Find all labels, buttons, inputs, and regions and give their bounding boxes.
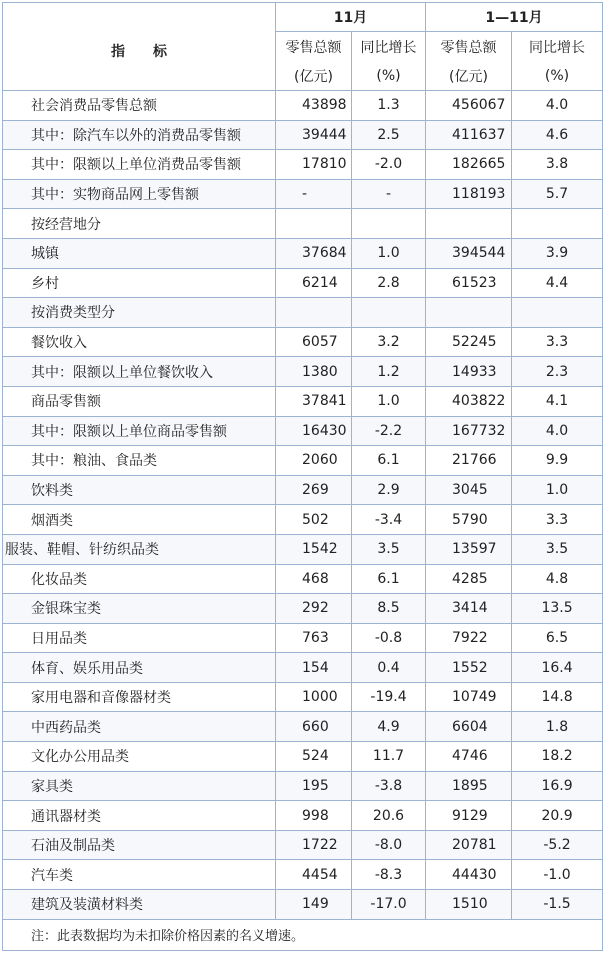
nov-yoy-cell: 2.5 — [352, 120, 426, 150]
nov-yoy-cell: 3.5 — [352, 534, 426, 564]
ytd-yoy-cell: -1.0 — [512, 860, 603, 890]
nov-yoy-cell: -2.0 — [352, 150, 426, 180]
nov-yoy-cell: 2.9 — [352, 475, 426, 505]
table-row — [3, 268, 603, 298]
retail-sales-table-container — [2, 2, 602, 951]
row-label: 家具类 — [3, 771, 276, 801]
ytd-yoy-cell: 4.0 — [512, 416, 603, 446]
table-row — [3, 150, 603, 180]
note-row — [3, 919, 603, 950]
ytd-sales-cell: 167732 — [426, 416, 512, 446]
table-row — [3, 534, 603, 564]
nov-yoy-cell: 1.2 — [352, 357, 426, 387]
nov-sales-unit: (亿元) — [276, 61, 352, 91]
period-ytd-header: 1—11月 — [426, 3, 603, 32]
ytd-yoy-cell: 16.9 — [512, 771, 603, 801]
ytd-sales-cell: 13597 — [426, 534, 512, 564]
row-label: 其中：实物商品网上零售额 — [3, 179, 276, 209]
table-row — [3, 653, 603, 683]
ytd-sales-cell: 394544 — [426, 238, 512, 268]
table-row — [3, 179, 603, 209]
nov-sales-cell: 154 — [276, 653, 352, 683]
ytd-sales-cell: 9129 — [426, 801, 512, 831]
row-label: 商品零售额 — [3, 386, 276, 416]
ytd-sales-unit: (亿元) — [426, 61, 512, 91]
nov-sales-cell: 998 — [276, 801, 352, 831]
table-row — [3, 771, 603, 801]
nov-yoy-cell: 11.7 — [352, 742, 426, 772]
nov-yoy-cell: -17.0 — [352, 890, 426, 920]
nov-yoy-cell: -2.2 — [352, 416, 426, 446]
table-row — [3, 91, 603, 121]
table-note: 注：此表数据均为未扣除价格因素的名义增速。 — [3, 919, 603, 950]
nov-yoy-cell: 3.2 — [352, 327, 426, 357]
row-label: 其中：限额以上单位餐饮收入 — [3, 357, 276, 387]
ytd-sales-cell: 1510 — [426, 890, 512, 920]
ytd-sales-cell: 7922 — [426, 623, 512, 653]
row-label: 体育、娱乐用品类 — [3, 653, 276, 683]
nov-sales-cell: 292 — [276, 594, 352, 624]
nov-sales-cell: 2060 — [276, 446, 352, 476]
table-row — [3, 475, 603, 505]
nov-sales-cell: 1000 — [276, 682, 352, 712]
period-november-header: 11月 — [276, 3, 426, 32]
nov-sales-cell: 4454 — [276, 860, 352, 890]
nov-yoy-cell: 8.5 — [352, 594, 426, 624]
nov-sales-cell: 195 — [276, 771, 352, 801]
header-row-periods — [3, 3, 603, 32]
row-label: 乡村 — [3, 268, 276, 298]
nov-sales-cell: 39444 — [276, 120, 352, 150]
ytd-yoy-cell: 4.6 — [512, 120, 603, 150]
ytd-yoy-cell: -1.5 — [512, 890, 603, 920]
nov-yoy-cell: 4.9 — [352, 712, 426, 742]
ytd-sales-cell: 4285 — [426, 564, 512, 594]
ytd-yoy-cell: 9.9 — [512, 446, 603, 476]
nov-sales-cell — [276, 209, 352, 239]
ytd-sales-cell: 3045 — [426, 475, 512, 505]
table-row — [3, 505, 603, 535]
ytd-sales-header: 零售总额 — [426, 32, 512, 62]
ytd-yoy-cell: 18.2 — [512, 742, 603, 772]
nov-yoy-unit: (%) — [352, 61, 426, 91]
nov-yoy-cell: -0.8 — [352, 623, 426, 653]
table-row — [3, 594, 603, 624]
row-label: 金银珠宝类 — [3, 594, 276, 624]
ytd-yoy-cell: 3.5 — [512, 534, 603, 564]
table-row — [3, 446, 603, 476]
nov-yoy-cell: -8.3 — [352, 860, 426, 890]
ytd-sales-cell: 52245 — [426, 327, 512, 357]
row-label: 家用电器和音像器材类 — [3, 682, 276, 712]
nov-yoy-cell: 2.8 — [352, 268, 426, 298]
ytd-sales-cell — [426, 298, 512, 328]
ytd-yoy-cell: 3.8 — [512, 150, 603, 180]
ytd-yoy-cell — [512, 298, 603, 328]
nov-yoy-cell — [352, 209, 426, 239]
retail-sales-table — [2, 2, 603, 951]
ytd-yoy-cell: 16.4 — [512, 653, 603, 683]
row-label: 其中：限额以上单位商品零售额 — [3, 416, 276, 446]
table-row — [3, 860, 603, 890]
nov-sales-cell: 6214 — [276, 268, 352, 298]
nov-yoy-cell: 1.3 — [352, 91, 426, 121]
ytd-sales-cell: 10749 — [426, 682, 512, 712]
row-label: 其中：限额以上单位消费品零售额 — [3, 150, 276, 180]
ytd-yoy-cell: 5.7 — [512, 179, 603, 209]
ytd-yoy-cell: 3.9 — [512, 238, 603, 268]
row-label: 建筑及装潢材料类 — [3, 890, 276, 920]
ytd-yoy-cell: 4.4 — [512, 268, 603, 298]
ytd-sales-cell: 1552 — [426, 653, 512, 683]
row-label: 通讯器材类 — [3, 801, 276, 831]
nov-sales-cell: 468 — [276, 564, 352, 594]
ytd-sales-cell: 61523 — [426, 268, 512, 298]
nov-yoy-cell: - — [352, 179, 426, 209]
nov-sales-cell — [276, 298, 352, 328]
nov-sales-cell: - — [276, 179, 352, 209]
row-label: 其中：除汽车以外的消费品零售额 — [3, 120, 276, 150]
row-label: 其中：粮油、食品类 — [3, 446, 276, 476]
ytd-yoy-cell: 20.9 — [512, 801, 603, 831]
nov-sales-cell: 37684 — [276, 238, 352, 268]
table-body — [3, 91, 603, 920]
nov-sales-cell: 763 — [276, 623, 352, 653]
nov-sales-cell: 17810 — [276, 150, 352, 180]
table-row — [3, 564, 603, 594]
ytd-sales-cell: 1895 — [426, 771, 512, 801]
ytd-yoy-cell: 13.5 — [512, 594, 603, 624]
nov-sales-cell: 1722 — [276, 830, 352, 860]
row-label: 服装、鞋帽、针纺织品类 — [3, 534, 276, 564]
nov-sales-cell: 524 — [276, 742, 352, 772]
ytd-sales-cell: 20781 — [426, 830, 512, 860]
nov-sales-cell: 43898 — [276, 91, 352, 121]
table-row — [3, 238, 603, 268]
row-label: 日用品类 — [3, 623, 276, 653]
nov-yoy-cell: -3.8 — [352, 771, 426, 801]
nov-yoy-cell: -8.0 — [352, 830, 426, 860]
nov-sales-cell: 37841 — [276, 386, 352, 416]
ytd-sales-cell: 14933 — [426, 357, 512, 387]
ytd-yoy-cell: 1.0 — [512, 475, 603, 505]
nov-sales-cell: 502 — [276, 505, 352, 535]
nov-yoy-cell: 0.4 — [352, 653, 426, 683]
table-row — [3, 327, 603, 357]
row-label: 化妆品类 — [3, 564, 276, 594]
ytd-sales-cell: 118193 — [426, 179, 512, 209]
table-row — [3, 890, 603, 920]
row-label: 按经营地分 — [3, 209, 276, 239]
nov-yoy-cell: 1.0 — [352, 386, 426, 416]
table-row — [3, 801, 603, 831]
row-label: 汽车类 — [3, 860, 276, 890]
ytd-yoy-cell: 14.8 — [512, 682, 603, 712]
row-label: 饮料类 — [3, 475, 276, 505]
nov-sales-cell: 16430 — [276, 416, 352, 446]
table-row — [3, 712, 603, 742]
table-row — [3, 209, 603, 239]
row-label: 石油及制品类 — [3, 830, 276, 860]
nov-sales-cell: 6057 — [276, 327, 352, 357]
nov-sales-cell: 1380 — [276, 357, 352, 387]
table-row — [3, 386, 603, 416]
ytd-yoy-cell: 4.8 — [512, 564, 603, 594]
ytd-yoy-cell: -5.2 — [512, 830, 603, 860]
table-row — [3, 623, 603, 653]
ytd-sales-cell: 6604 — [426, 712, 512, 742]
row-label: 餐饮收入 — [3, 327, 276, 357]
table-row — [3, 298, 603, 328]
row-label: 文化办公用品类 — [3, 742, 276, 772]
ytd-yoy-cell: 3.3 — [512, 505, 603, 535]
nov-yoy-cell: -19.4 — [352, 682, 426, 712]
ytd-sales-cell: 21766 — [426, 446, 512, 476]
nov-sales-cell: 1542 — [276, 534, 352, 564]
row-label: 按消费类型分 — [3, 298, 276, 328]
nov-yoy-cell: 1.0 — [352, 238, 426, 268]
row-label: 城镇 — [3, 238, 276, 268]
ytd-yoy-cell: 1.8 — [512, 712, 603, 742]
ytd-yoy-cell — [512, 209, 603, 239]
ytd-sales-cell: 3414 — [426, 594, 512, 624]
ytd-sales-cell — [426, 209, 512, 239]
ytd-sales-cell: 411637 — [426, 120, 512, 150]
nov-yoy-cell: -3.4 — [352, 505, 426, 535]
indicator-header: 指 标 — [3, 3, 276, 91]
ytd-sales-cell: 4746 — [426, 742, 512, 772]
table-row — [3, 830, 603, 860]
nov-yoy-cell: 6.1 — [352, 564, 426, 594]
ytd-sales-cell: 456067 — [426, 91, 512, 121]
table-row — [3, 357, 603, 387]
nov-yoy-header: 同比增长 — [352, 32, 426, 62]
ytd-yoy-cell: 2.3 — [512, 357, 603, 387]
ytd-sales-cell: 44430 — [426, 860, 512, 890]
nov-yoy-cell: 20.6 — [352, 801, 426, 831]
ytd-yoy-header: 同比增长 — [512, 32, 603, 62]
nov-yoy-cell — [352, 298, 426, 328]
row-label: 烟酒类 — [3, 505, 276, 535]
ytd-sales-cell: 5790 — [426, 505, 512, 535]
row-label: 社会消费品零售总额 — [3, 91, 276, 121]
table-row — [3, 742, 603, 772]
ytd-yoy-cell: 3.3 — [512, 327, 603, 357]
ytd-yoy-cell: 4.0 — [512, 91, 603, 121]
ytd-sales-cell: 403822 — [426, 386, 512, 416]
table-row — [3, 120, 603, 150]
ytd-sales-cell: 182665 — [426, 150, 512, 180]
row-label: 中西药品类 — [3, 712, 276, 742]
table-row — [3, 682, 603, 712]
ytd-yoy-unit: (%) — [512, 61, 603, 91]
nov-sales-cell: 269 — [276, 475, 352, 505]
nov-sales-cell: 660 — [276, 712, 352, 742]
nov-yoy-cell: 6.1 — [352, 446, 426, 476]
nov-sales-header: 零售总额 — [276, 32, 352, 62]
nov-sales-cell: 149 — [276, 890, 352, 920]
ytd-yoy-cell: 4.1 — [512, 386, 603, 416]
ytd-yoy-cell: 6.5 — [512, 623, 603, 653]
table-row — [3, 416, 603, 446]
